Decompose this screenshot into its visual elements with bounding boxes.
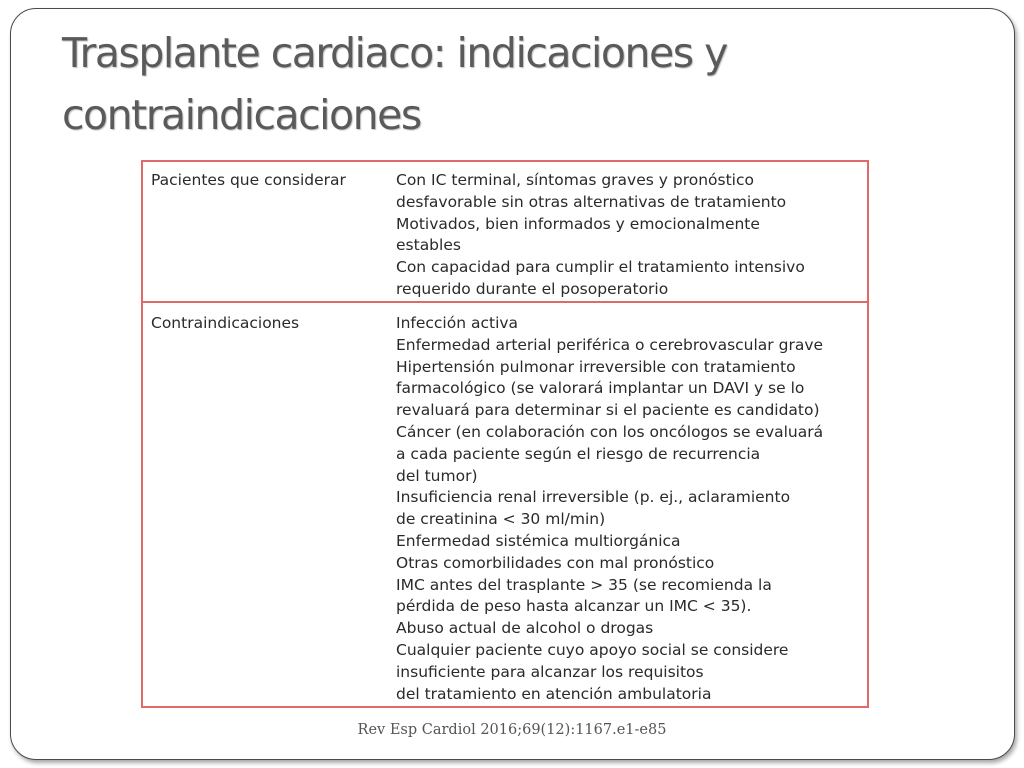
content-line: Enfermedad arterial periférica o cerebrovascular grave — [396, 335, 824, 354]
row-content-patients — [396, 170, 866, 301]
content-line: de creatinina < 30 ml/min) — [396, 510, 606, 529]
content-line: revaluará para determinar si el paciente es candidato) — [396, 401, 820, 420]
criteria-table — [141, 160, 869, 708]
content-line: Con capacidad para cumplir el tratamiento intensivo — [396, 258, 805, 277]
content-line: Cáncer (en colaboración con los oncólogos se evaluará — [396, 422, 824, 441]
content-line: pérdida de peso hasta alcanzar un IMC < 35). — [396, 597, 752, 616]
table-row-contraindications — [143, 305, 867, 706]
content-line: Infección activa — [396, 314, 519, 332]
row-label-patients: Pacientes que considerar — [151, 171, 346, 189]
content-line: Con IC terminal, síntomas graves y pronóstico — [396, 171, 754, 189]
content-line: desfavorable sin otras alternativas de tratamiento — [396, 192, 787, 211]
content-line: insuficiente para alcanzar los requisitos — [396, 662, 704, 681]
content-line: farmacológico (se valorará implantar un DAVI y se lo — [396, 379, 805, 398]
citation: Rev Esp Cardiol 2016;69(12):1167.e1-e85 — [357, 722, 667, 738]
content-line: Motivados, bien informados y emocionalmente — [396, 214, 760, 233]
slide-title: Trasplante cardiaco: indicaciones y contraindicaciones — [62, 29, 727, 139]
row-label-contraindications: Contraindicaciones — [151, 314, 300, 332]
content-line: Cualquier paciente cuyo apoyo social se considere — [396, 640, 789, 659]
content-line: requerido durante el posoperatorio — [396, 279, 669, 298]
table-row-patients — [143, 162, 867, 303]
content-line: del tratamiento en atención ambulatoria — [396, 684, 712, 703]
content-line: a cada paciente según el riesgo de recurrencia — [396, 444, 761, 463]
content-line: Abuso actual de alcohol o drogas — [396, 619, 654, 638]
content-line: IMC antes del trasplante > 35 (se recomienda la — [396, 575, 772, 594]
content-line: Insuficiencia renal irreversible (p. ej., aclaramiento — [396, 488, 791, 507]
row-content-contraindications — [396, 313, 866, 705]
content-line: Otras comorbilidades con mal pronóstico — [396, 553, 715, 572]
content-line: Hipertensión pulmonar irreversible con tratamiento — [396, 357, 796, 376]
content-line: del tumor) — [396, 466, 478, 485]
content-line: Enfermedad sistémica multiorgánica — [396, 531, 681, 550]
content-line: estables — [396, 236, 461, 255]
